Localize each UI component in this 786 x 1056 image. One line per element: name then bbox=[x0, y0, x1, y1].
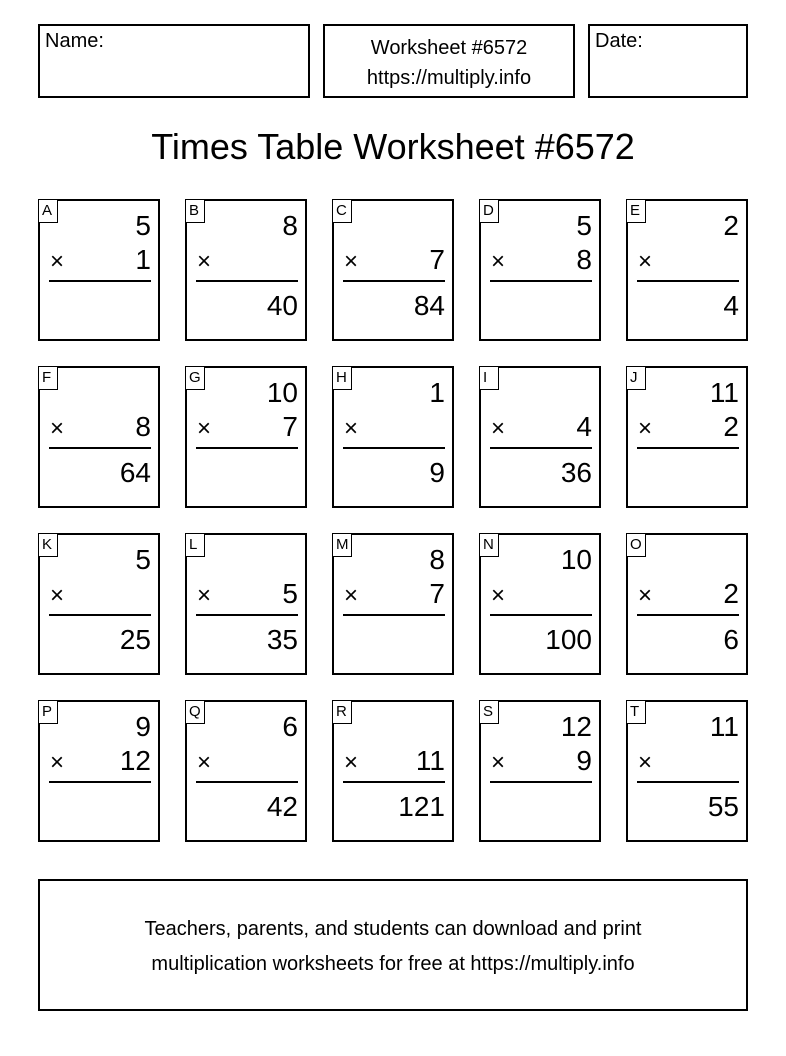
times-sign: × bbox=[344, 248, 359, 275]
answer-value: 36 bbox=[560, 457, 592, 488]
top-number: 1 bbox=[429, 377, 445, 408]
times-sign: × bbox=[197, 749, 212, 776]
times-sign: × bbox=[491, 415, 506, 442]
problem-card[interactable] bbox=[332, 700, 454, 842]
answer-rule bbox=[343, 614, 445, 616]
problem-card[interactable] bbox=[332, 366, 454, 508]
bottom-number: 2 bbox=[723, 411, 739, 442]
bottom-number: 11 bbox=[415, 745, 445, 776]
problem-card[interactable] bbox=[185, 700, 307, 842]
problem-card[interactable] bbox=[626, 533, 748, 675]
answer-value: 35 bbox=[266, 624, 298, 655]
bottom-number: 8 bbox=[135, 411, 151, 442]
times-sign: × bbox=[491, 582, 506, 609]
bottom-number: 2 bbox=[723, 578, 739, 609]
answer-value: 64 bbox=[119, 457, 151, 488]
problem-card[interactable] bbox=[38, 366, 160, 508]
bottom-number: 9 bbox=[576, 745, 592, 776]
answer-value: 40 bbox=[266, 290, 298, 321]
problem-grid bbox=[38, 199, 750, 842]
problem-letter: R bbox=[332, 700, 352, 724]
top-number: 10 bbox=[560, 544, 592, 575]
problem-letter: L bbox=[185, 533, 205, 557]
problem-letter: O bbox=[626, 533, 646, 557]
date-label: Date: bbox=[595, 30, 643, 52]
answer-rule bbox=[490, 614, 592, 616]
answer-value: 121 bbox=[398, 791, 445, 822]
bottom-number: 12 bbox=[119, 745, 151, 776]
problem-letter: F bbox=[38, 366, 58, 390]
problem-letter: E bbox=[626, 199, 646, 223]
times-sign: × bbox=[344, 582, 359, 609]
problem-card[interactable] bbox=[626, 199, 748, 341]
problem-letter: Q bbox=[185, 700, 205, 724]
problem-card[interactable] bbox=[626, 366, 748, 508]
times-sign: × bbox=[638, 749, 653, 776]
answer-rule bbox=[343, 447, 445, 449]
times-sign: × bbox=[50, 415, 65, 442]
times-sign: × bbox=[197, 248, 212, 275]
answer-value: 42 bbox=[266, 791, 298, 822]
answer-rule bbox=[637, 614, 739, 616]
top-number: 12 bbox=[560, 711, 592, 742]
bottom-number: 7 bbox=[429, 244, 445, 275]
bottom-number: 8 bbox=[576, 244, 592, 275]
times-sign: × bbox=[638, 582, 653, 609]
problem-card[interactable] bbox=[185, 199, 307, 341]
times-sign: × bbox=[197, 415, 212, 442]
answer-value: 4 bbox=[723, 290, 739, 321]
worksheet-url: https://multiply.info bbox=[366, 67, 532, 89]
times-sign: × bbox=[50, 582, 65, 609]
problem-card[interactable] bbox=[185, 366, 307, 508]
footer-line-1: Teachers, parents, and students can download and print bbox=[144, 918, 642, 940]
top-number: 2 bbox=[723, 210, 739, 241]
problem-letter: K bbox=[38, 533, 58, 557]
problem-letter: N bbox=[479, 533, 499, 557]
bottom-number: 4 bbox=[576, 411, 592, 442]
problem-letter: M bbox=[332, 533, 352, 557]
answer-value: 55 bbox=[707, 791, 739, 822]
answer-rule bbox=[49, 280, 151, 282]
problem-card[interactable] bbox=[38, 533, 160, 675]
problem-letter: A bbox=[38, 199, 58, 223]
top-number: 6 bbox=[282, 711, 298, 742]
bottom-number: 1 bbox=[135, 244, 151, 275]
answer-value: 9 bbox=[429, 457, 445, 488]
problem-card[interactable] bbox=[38, 199, 160, 341]
times-sign: × bbox=[638, 248, 653, 275]
problem-letter: H bbox=[332, 366, 352, 390]
times-sign: × bbox=[491, 749, 506, 776]
times-sign: × bbox=[344, 749, 359, 776]
top-number: 5 bbox=[135, 210, 151, 241]
problem-letter: D bbox=[479, 199, 499, 223]
answer-rule bbox=[196, 614, 298, 616]
answer-rule bbox=[490, 280, 592, 282]
problem-letter: S bbox=[479, 700, 499, 724]
top-number: 5 bbox=[135, 544, 151, 575]
problem-card[interactable] bbox=[479, 533, 601, 675]
worksheet-number: Worksheet #6572 bbox=[370, 37, 528, 59]
problem-card[interactable] bbox=[479, 199, 601, 341]
times-sign: × bbox=[50, 248, 65, 275]
answer-rule bbox=[196, 781, 298, 783]
problem-letter: B bbox=[185, 199, 205, 223]
worksheet-info-box bbox=[323, 24, 575, 98]
answer-value: 25 bbox=[119, 624, 151, 655]
problem-card[interactable] bbox=[185, 533, 307, 675]
footer-line-2: multiplication worksheets for free at https://multiply.info bbox=[151, 953, 635, 975]
answer-rule bbox=[637, 781, 739, 783]
name-field[interactable] bbox=[38, 24, 310, 98]
times-sign: × bbox=[638, 415, 653, 442]
page-title: Times Table Worksheet #6572 bbox=[151, 126, 635, 167]
times-sign: × bbox=[197, 582, 212, 609]
problem-card[interactable] bbox=[332, 199, 454, 341]
times-sign: × bbox=[50, 749, 65, 776]
problem-letter: J bbox=[626, 366, 646, 390]
answer-rule bbox=[637, 280, 739, 282]
bottom-number: 7 bbox=[282, 411, 298, 442]
answer-value: 84 bbox=[413, 290, 445, 321]
answer-rule bbox=[490, 447, 592, 449]
problem-card[interactable] bbox=[332, 533, 454, 675]
top-number: 11 bbox=[709, 377, 739, 408]
top-number: 10 bbox=[266, 377, 298, 408]
top-number: 8 bbox=[429, 544, 445, 575]
top-number: 8 bbox=[282, 210, 298, 241]
answer-rule bbox=[49, 781, 151, 783]
answer-rule bbox=[49, 614, 151, 616]
date-field[interactable] bbox=[588, 24, 748, 98]
times-sign: × bbox=[344, 415, 359, 442]
problem-card[interactable] bbox=[479, 700, 601, 842]
top-number: 5 bbox=[576, 210, 592, 241]
answer-rule bbox=[49, 447, 151, 449]
answer-rule bbox=[343, 781, 445, 783]
problem-letter: I bbox=[479, 366, 499, 390]
answer-rule bbox=[637, 447, 739, 449]
problem-card[interactable] bbox=[38, 700, 160, 842]
answer-value: 100 bbox=[545, 624, 592, 655]
bottom-number: 7 bbox=[429, 578, 445, 609]
answer-value: 6 bbox=[723, 624, 739, 655]
problem-card[interactable] bbox=[479, 366, 601, 508]
problem-letter: P bbox=[38, 700, 58, 724]
footer-box bbox=[38, 879, 748, 1011]
problem-card[interactable] bbox=[626, 700, 748, 842]
bottom-number: 5 bbox=[282, 578, 298, 609]
problem-letter: G bbox=[185, 366, 205, 390]
times-sign: × bbox=[491, 248, 506, 275]
answer-rule bbox=[490, 781, 592, 783]
answer-rule bbox=[343, 280, 445, 282]
problem-letter: T bbox=[626, 700, 646, 724]
answer-rule bbox=[196, 447, 298, 449]
name-label: Name: bbox=[45, 30, 104, 52]
top-number: 11 bbox=[709, 711, 739, 742]
answer-rule bbox=[196, 280, 298, 282]
problem-letter: C bbox=[332, 199, 352, 223]
top-number: 9 bbox=[135, 711, 151, 742]
